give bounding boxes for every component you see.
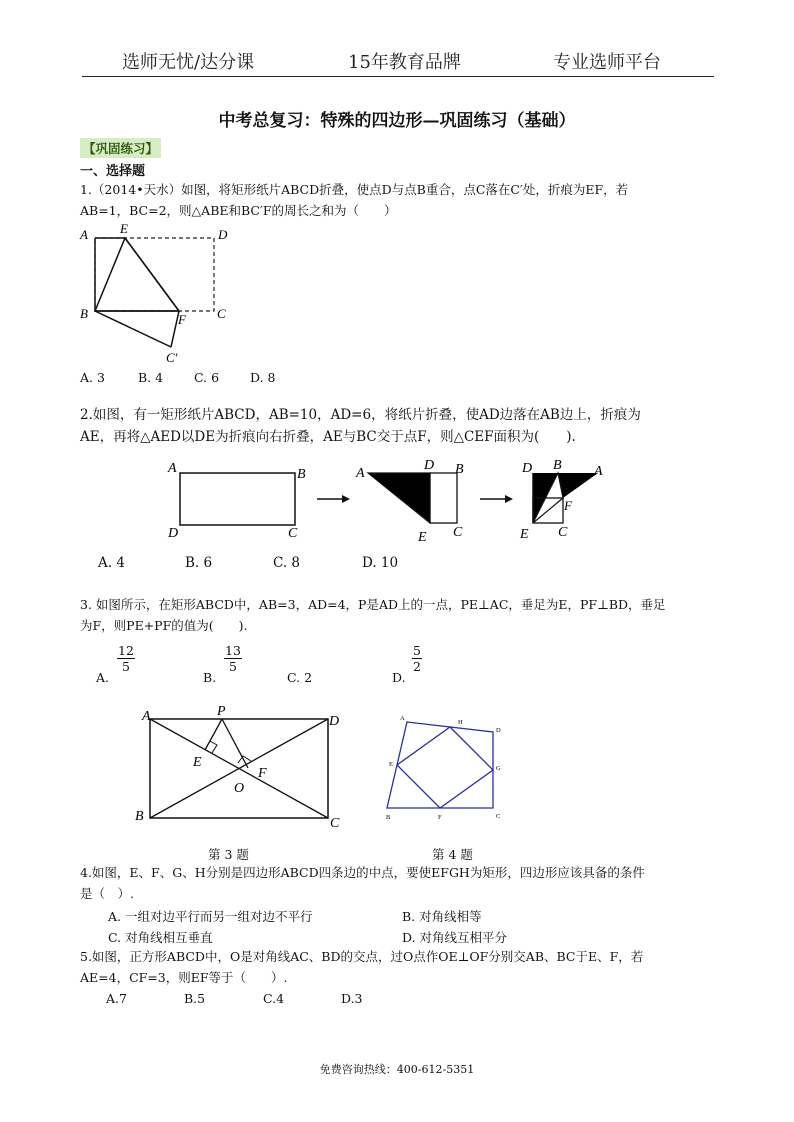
- q3-label-f: F: [258, 766, 267, 781]
- q4-label-h: H: [458, 719, 463, 726]
- q2-fig1-b: B: [297, 467, 306, 482]
- q3-label-c: C: [330, 816, 340, 831]
- q3-option-d-den: 2: [413, 659, 421, 674]
- q3-option-b-label[interactable]: B.: [203, 670, 217, 685]
- q4-line2: 是（ ）.: [80, 886, 134, 901]
- q4-option-b[interactable]: B. 对角线相等: [402, 909, 482, 924]
- q2-fig2-b: B: [455, 462, 464, 477]
- q4-label-a: A: [400, 715, 405, 722]
- q2-fig3-b: B: [553, 458, 562, 473]
- page-footer: 免费咨询热线：400-612-5351: [319, 1063, 475, 1076]
- q2-figure: [160, 455, 620, 550]
- section-heading: 一、选择题: [80, 164, 146, 179]
- q3-label-d: D: [329, 714, 340, 729]
- q1-label-e: E: [120, 221, 128, 236]
- q3-option-c[interactable]: C. 2: [287, 670, 313, 685]
- q3-line1: 3. 如图所示，在矩形ABCD中，AB=3，AD=4，P是AD上的一点，PE⊥AC，垂足为E，PF⊥BD，垂足: [80, 597, 666, 612]
- q2-fig2-c: C: [453, 525, 463, 540]
- q3-label-a: A: [142, 709, 151, 724]
- q3-label-p: P: [217, 705, 226, 719]
- q2-fig2-e: E: [418, 530, 427, 545]
- q3-option-b-fraction[interactable]: [224, 643, 242, 674]
- header-center: 15年教育品牌: [348, 52, 461, 73]
- q3-option-b-num: 13: [225, 643, 241, 658]
- q4-caption: 第 4 题: [432, 847, 473, 862]
- q1-option-b[interactable]: B. 4: [138, 370, 164, 385]
- q2-fig1-c: C: [288, 526, 298, 541]
- q3-option-d-num: 5: [413, 643, 421, 658]
- q2-option-d[interactable]: D. 10: [362, 555, 399, 571]
- header-left: 选师无忧/达分课: [122, 52, 255, 73]
- q2-fig3-e: E: [520, 527, 529, 542]
- q5-option-d[interactable]: D.3: [341, 991, 363, 1006]
- q4-option-c[interactable]: C. 对角线相互垂直: [108, 930, 213, 945]
- q3-option-a-num: 12: [118, 643, 134, 658]
- q4-label-d: D: [496, 727, 501, 734]
- q2-fig2-a: A: [356, 466, 365, 481]
- q1-option-c[interactable]: C. 6: [194, 370, 220, 385]
- q4-label-b: B: [386, 814, 391, 821]
- q1-label-f: F: [178, 312, 186, 327]
- q1-label-a: A: [80, 227, 88, 242]
- q5-option-a[interactable]: A.7: [106, 991, 127, 1006]
- q4-label-e: E: [389, 761, 393, 768]
- q2-line1: 2.如图，有一矩形纸片ABCD，AB=10，AD=6，将纸片折叠，使AD边落在AB边上，折痕为: [80, 407, 641, 423]
- q4-line1: 4.如图，E、F、G、H分别是四边形ABCD四条边的中点，要使EFGH为矩形，四边形应该具备的条件: [80, 865, 645, 880]
- page-title: 中考总复习：特殊的四边形—巩固练习（基础）: [218, 111, 576, 131]
- q3-label-o: O: [234, 781, 245, 796]
- q1-figure: [74, 220, 244, 370]
- header-rule: [82, 76, 714, 77]
- q1-option-d[interactable]: D. 8: [250, 370, 276, 385]
- q2-fig2-d: D: [424, 458, 435, 473]
- q4-label-g: G: [496, 765, 501, 772]
- q4-label-c: C: [496, 813, 501, 820]
- q4-label-f: F: [438, 814, 442, 821]
- q3-option-d-label[interactable]: D.: [392, 670, 406, 685]
- q1-label-c: C: [217, 306, 226, 321]
- q2-fig1-a: A: [168, 461, 177, 476]
- q3-line2: 为F，则PE+PF的值为( ).: [80, 618, 248, 633]
- q4-figure: [380, 710, 505, 825]
- q2-option-c[interactable]: C. 8: [273, 555, 301, 571]
- q5-option-b[interactable]: B.5: [184, 991, 206, 1006]
- header-right: 专业选师平台: [553, 52, 661, 73]
- section-tag: 【巩固练习】: [80, 138, 161, 158]
- q2-fig3-c: C: [558, 525, 568, 540]
- q5-option-c[interactable]: C.4: [263, 991, 285, 1006]
- q3-label-e: E: [193, 755, 202, 770]
- q5-line2: AE=4，CF=3，则EF等于（ ）.: [80, 970, 288, 985]
- q2-fig3-f: F: [564, 498, 572, 513]
- q1-label-d: D: [218, 227, 228, 242]
- q2-option-a[interactable]: A. 4: [98, 555, 125, 571]
- q2-fig3-d: D: [522, 461, 533, 476]
- q1-line1: 1.（2014•天水）如图，将矩形纸片ABCD折叠，使点D与点B重合，点C落在C′处，折痕为EF，若: [80, 182, 629, 197]
- q3-option-b-den: 5: [228, 659, 237, 674]
- q2-fig1-d: D: [168, 526, 179, 541]
- q3-caption: 第 3 题: [208, 847, 249, 862]
- q3-option-a-label[interactable]: A.: [96, 670, 110, 685]
- q1-label-b: B: [80, 306, 88, 321]
- q1-line2: AB=1，BC=2，则△ABE和BC′F的周长之和为（ ）: [80, 203, 397, 218]
- q1-option-a[interactable]: A. 3: [80, 370, 105, 385]
- q3-label-b: B: [135, 809, 144, 824]
- q3-option-d-fraction[interactable]: [412, 643, 422, 674]
- q1-label-cprime: C′: [166, 350, 178, 365]
- q2-option-b[interactable]: B. 6: [185, 555, 213, 571]
- q3-option-a-fraction[interactable]: [117, 643, 135, 674]
- q5-line1: 5.如图，正方形ABCD中，O是对角线AC、BD的交点，过O点作OE⊥OF分别交AB、BC于E、F，若: [80, 949, 644, 964]
- q2-fig3-a: A: [594, 464, 603, 479]
- q3-figure: [130, 705, 355, 835]
- q4-option-a[interactable]: A. 一组对边平行而另一组对边不平行: [108, 909, 313, 924]
- q3-option-a-den: 5: [121, 659, 130, 674]
- q2-line2: AE，再将△AED以DE为折痕向右折叠，AE与BC交于点F，则△CEF面积为( ).: [80, 429, 576, 445]
- q4-option-d[interactable]: D. 对角线互相平分: [402, 930, 508, 945]
